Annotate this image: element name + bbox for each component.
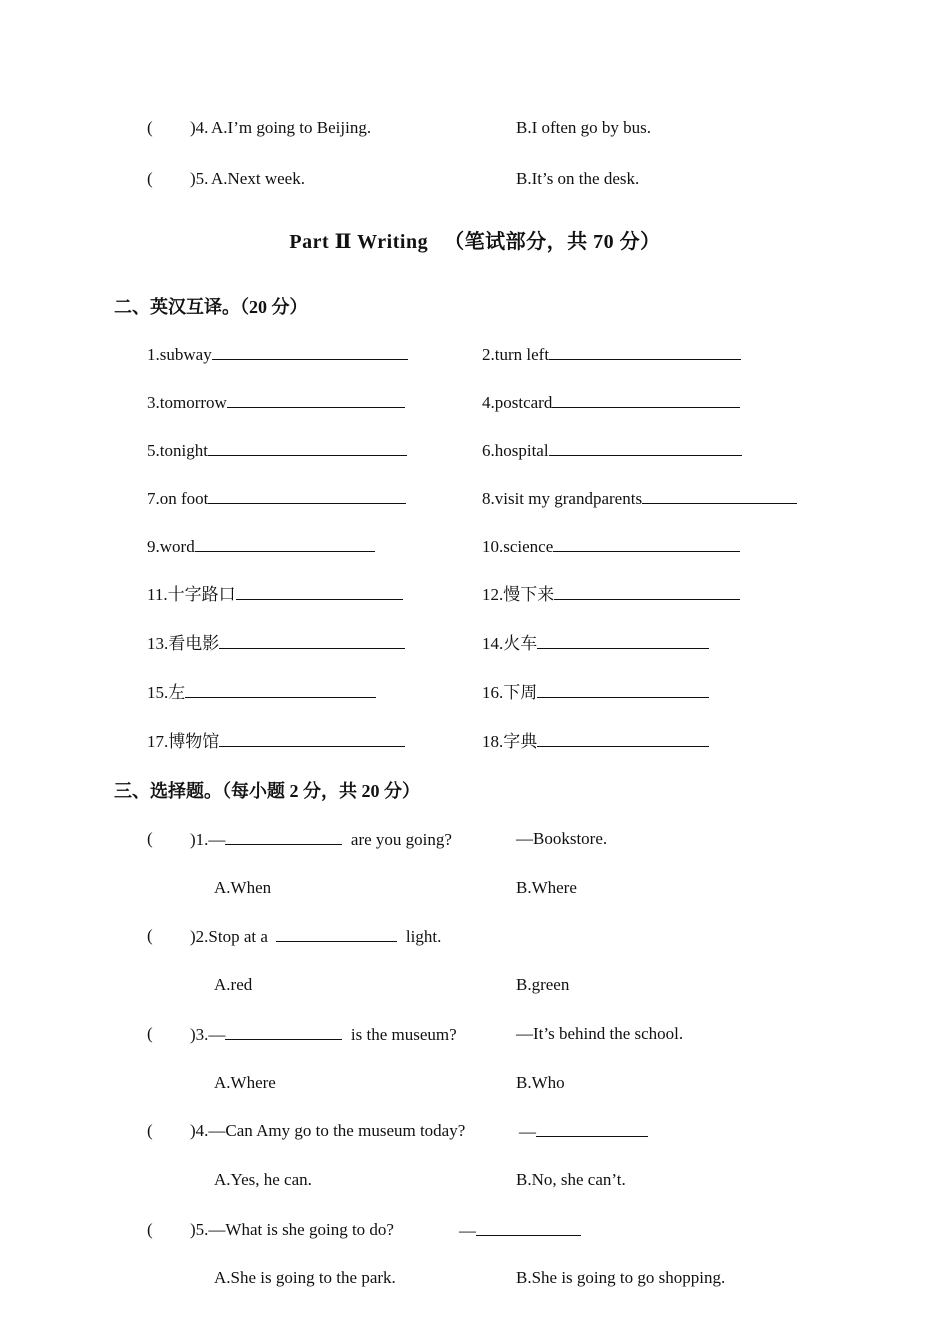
answer-blank[interactable] xyxy=(552,392,740,408)
question-text: )3.— xyxy=(190,1025,226,1044)
answer-paren[interactable]: ( xyxy=(147,169,153,188)
answer-blank[interactable] xyxy=(549,440,742,456)
answer-blank[interactable] xyxy=(276,926,397,942)
item-label: 8.visit my grandparents xyxy=(482,489,643,508)
item-label: 3.tomorrow xyxy=(147,393,227,412)
item-label: 12.慢下来 xyxy=(482,585,555,604)
answer-blank[interactable] xyxy=(537,682,709,698)
item-label: 14.火车 xyxy=(482,634,538,653)
answer-blank[interactable] xyxy=(537,731,709,747)
answer-blank[interactable] xyxy=(219,633,405,649)
translation-row xyxy=(0,633,950,657)
question-text: )5. xyxy=(190,169,209,188)
answer-paren[interactable]: ( xyxy=(147,829,153,848)
response-text: —It’s behind the school. xyxy=(516,1024,684,1043)
question-text-after: are you going? xyxy=(350,830,452,849)
answer-blank[interactable] xyxy=(212,344,408,360)
translation-row xyxy=(0,344,950,368)
option-b[interactable]: B.No, she can’t. xyxy=(516,1170,626,1189)
part2-title: Part Ⅱ Writing （笔试部分，共 70 分） xyxy=(289,231,661,253)
translation-row xyxy=(0,392,950,416)
answer-blank[interactable] xyxy=(208,488,406,504)
question-text: )5.—What is she going to do? xyxy=(190,1220,394,1239)
question-text-after: light. xyxy=(405,927,442,946)
response-text: —Bookstore. xyxy=(516,829,608,848)
question-text: )4.—Can Amy go to the museum today? xyxy=(190,1121,466,1140)
answer-blank[interactable] xyxy=(476,1220,581,1236)
answer-paren[interactable]: ( xyxy=(147,1024,153,1043)
option-a[interactable]: A.When xyxy=(214,878,272,897)
option-a[interactable]: A.Yes, he can. xyxy=(214,1170,312,1189)
item-label: 6.hospital xyxy=(482,441,549,460)
option-b[interactable]: B.Who xyxy=(516,1073,565,1092)
option-b[interactable]: B.She is going to go shopping. xyxy=(516,1268,726,1287)
item-label: 17.博物馆 xyxy=(147,732,220,751)
translation-row xyxy=(0,731,950,755)
item-label: 13.看电影 xyxy=(147,634,220,653)
translation-row xyxy=(0,440,950,464)
item-label: 11.十字路口 xyxy=(147,585,236,604)
section2-heading: 二、英汉互译。（20 分） xyxy=(114,297,308,317)
option-b[interactable]: B.green xyxy=(516,975,570,994)
answer-blank[interactable] xyxy=(225,829,342,845)
item-label: 9.word xyxy=(147,537,195,556)
question-text: )1.— xyxy=(190,830,226,849)
answer-paren[interactable]: ( xyxy=(147,1121,153,1140)
question-text-after: is the museum? xyxy=(350,1025,457,1044)
option-a: A.Next week. xyxy=(211,169,305,188)
answer-blank[interactable] xyxy=(227,392,405,408)
item-label: 4.postcard xyxy=(482,393,553,412)
section3-heading: 三、选择题。（每小题 2 分，共 20 分） xyxy=(114,781,420,801)
item-label: 16.下周 xyxy=(482,683,538,702)
item-label: 2.turn left xyxy=(482,345,550,364)
option-b: B.It’s on the desk. xyxy=(516,169,640,188)
option-a: A.I’m going to Beijing. xyxy=(211,118,372,137)
answer-paren[interactable]: ( xyxy=(147,926,153,945)
answer-blank[interactable] xyxy=(537,633,709,649)
option-b[interactable]: B.Where xyxy=(516,878,577,897)
translation-row xyxy=(0,682,950,706)
option-a[interactable]: A.red xyxy=(214,975,253,994)
answer-paren[interactable]: ( xyxy=(147,1220,153,1239)
item-label: 18.字典 xyxy=(482,732,538,751)
answer-blank[interactable] xyxy=(219,731,405,747)
answer-blank[interactable] xyxy=(236,584,403,600)
translation-row xyxy=(0,488,950,512)
answer-blank[interactable] xyxy=(553,536,740,552)
answer-blank[interactable] xyxy=(208,440,407,456)
answer-blank[interactable] xyxy=(642,488,797,504)
translation-row xyxy=(0,584,950,608)
response-text: — xyxy=(519,1122,536,1141)
option-b: B.I often go by bus. xyxy=(516,118,652,137)
answer-blank[interactable] xyxy=(225,1024,342,1040)
item-label: 5.tonight xyxy=(147,441,208,460)
item-label: 7.on foot xyxy=(147,489,209,508)
answer-blank[interactable] xyxy=(536,1121,648,1137)
answer-blank[interactable] xyxy=(195,536,375,552)
answer-blank[interactable] xyxy=(549,344,741,360)
question-text: )4. xyxy=(190,118,209,137)
item-label: 10.science xyxy=(482,537,554,556)
answer-blank[interactable] xyxy=(554,584,740,600)
option-a[interactable]: A.Where xyxy=(214,1073,276,1092)
response-text: — xyxy=(459,1221,476,1240)
answer-paren[interactable]: ( xyxy=(147,118,153,137)
item-label: 15.左 xyxy=(147,683,186,702)
option-a[interactable]: A.She is going to the park. xyxy=(214,1268,396,1287)
answer-blank[interactable] xyxy=(185,682,376,698)
translation-row xyxy=(0,536,950,560)
question-text: )2.Stop at a xyxy=(190,927,268,946)
item-label: 1.subway xyxy=(147,345,212,364)
